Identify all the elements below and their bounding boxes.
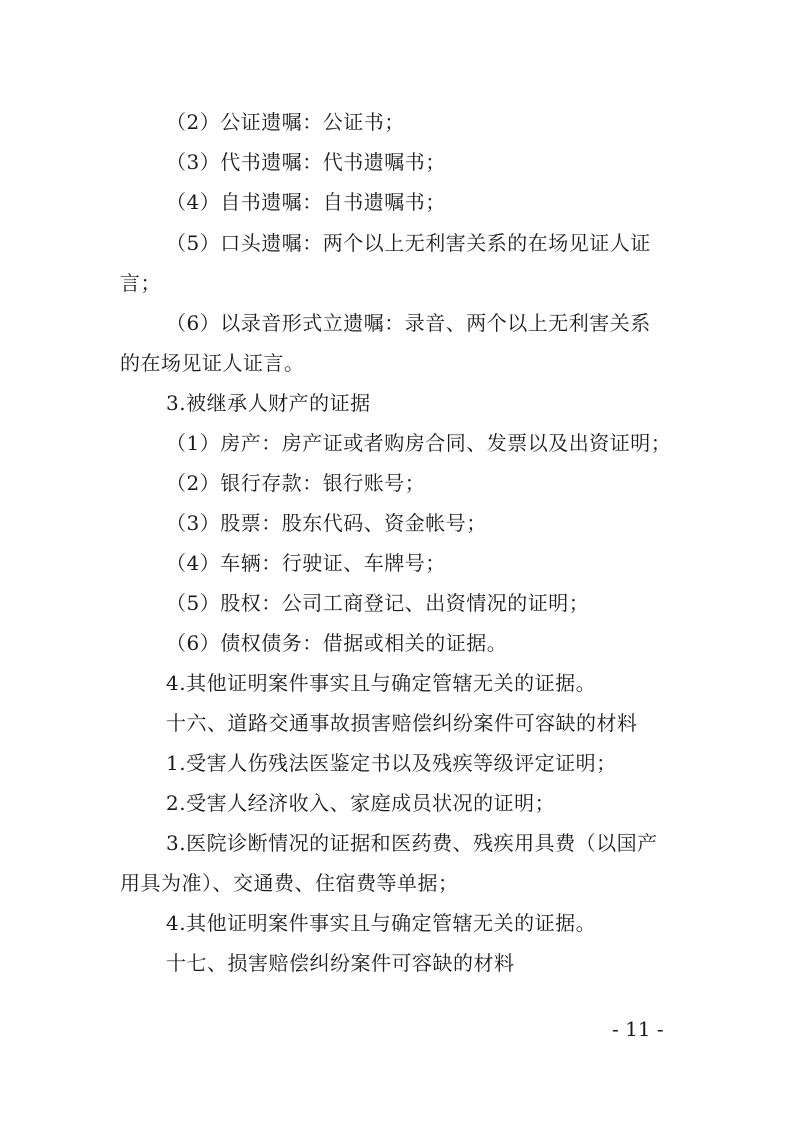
text-line-oral-will-continued: 言； bbox=[120, 271, 161, 295]
text-line-credits-debts: （6）债权债务：借据或相关的证据。 bbox=[166, 631, 508, 655]
page-number: - 11 - bbox=[612, 1017, 664, 1041]
text-line-notarized-will: （2）公证遗嘱：公证书； bbox=[166, 110, 405, 134]
text-line-recorded-will-continued: 的在场见证人证言。 bbox=[120, 351, 305, 375]
text-line-oral-will: （5）口头遗嘱：两个以上无利害关系的在场见证人证 bbox=[166, 231, 651, 255]
text-line-income-family: 2.受害人经济收入、家庭成员状况的证明； bbox=[166, 791, 556, 815]
heading-section-16: 十六、道路交通事故损害赔偿纠纷案件可容缺的材料 bbox=[166, 711, 638, 735]
text-line-dictated-will: （3）代书遗嘱：代书遗嘱书； bbox=[166, 150, 446, 174]
text-line-other-evidence-2: 4.其他证明案件事实且与确定管辖无关的证据。 bbox=[166, 911, 597, 935]
text-line-equity: （5）股权：公司工商登记、出资情况的证明； bbox=[166, 591, 590, 615]
text-line-recorded-will: （6）以录音形式立遗嘱：录音、两个以上无利害关系 bbox=[166, 311, 651, 335]
text-line-disability-appraisal: 1.受害人伤残法医鉴定书以及残疾等级评定证明； bbox=[166, 751, 617, 775]
section-estate-evidence: 3.被继承人财产的证据 bbox=[166, 391, 371, 415]
heading-section-17: 十七、损害赔偿纠纷案件可容缺的材料 bbox=[166, 951, 515, 975]
text-line-real-estate: （1）房产：房产证或者购房合同、发票以及出资证明； bbox=[166, 431, 672, 455]
text-line-bank-deposit: （2）银行存款：银行账号； bbox=[166, 471, 426, 495]
text-line-hospital-bills: 3.医院诊断情况的证据和医药费、残疾用具费（以国产 bbox=[166, 831, 658, 855]
text-line-hospital-bills-continued: 用具为准）、交通费、住宿费等单据； bbox=[120, 871, 459, 895]
text-line-other-evidence-1: 4.其他证明案件事实且与确定管辖无关的证据。 bbox=[166, 671, 597, 695]
text-line-vehicles: （4）车辆：行驶证、车牌号； bbox=[166, 551, 446, 575]
text-line-stocks: （3）股票：股东代码、资金帐号； bbox=[166, 511, 487, 535]
text-line-holographic-will: （4）自书遗嘱：自书遗嘱书； bbox=[166, 190, 446, 214]
